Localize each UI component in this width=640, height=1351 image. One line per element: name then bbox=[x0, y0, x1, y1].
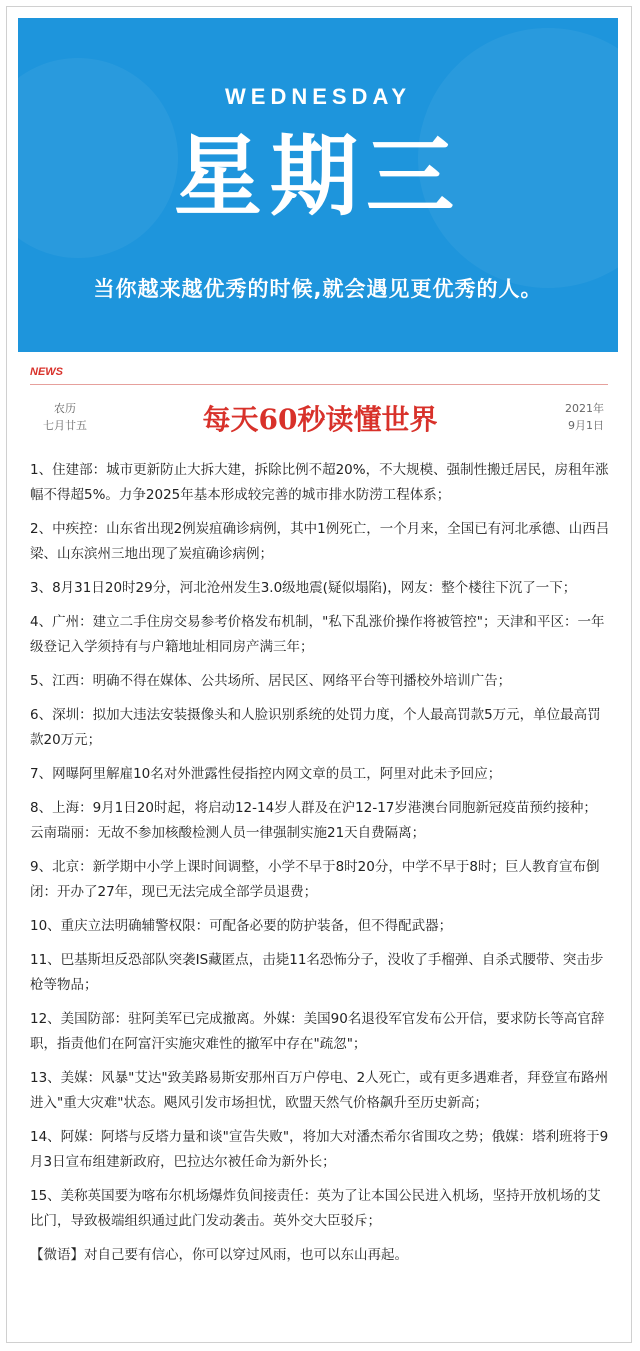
lunar-date: 七月廿五 bbox=[43, 419, 87, 432]
news-item: 6、深圳：拟加大违法安装摄像头和人脸识别系统的处罚力度，个人最高罚款5万元，单位最高罚款20万元； bbox=[30, 707, 601, 748]
weekday-banner bbox=[18, 18, 618, 352]
news-item: 5、江西：明确不得在媒体、公共场所、居民区、网络平台等刊播校外培训广告； bbox=[30, 673, 512, 689]
lunar-date-block bbox=[30, 400, 100, 434]
gregorian-date-block bbox=[565, 400, 604, 434]
news-item: 1、住建部：城市更新防止大拆大建，拆除比例不超20%，不大规模、强制性搬迁居民，房租年涨幅不得超5%。力争2025年基本形成较完善的城市排水防涝工程体系； bbox=[30, 462, 609, 503]
news-list bbox=[30, 458, 610, 1282]
news-item: 12、美国防部：驻阿美军已完成撤离。外媒：美国90名退役军官发布公开信，要求防长等高官辞职，指责他们在阿富汗实施灾难性的撤军中存在"疏忽"； bbox=[30, 1011, 605, 1052]
news-item: 15、美称英国要为喀布尔机场爆炸负间接责任：英为了让本国公民进入机场，坚持开放机场的艾比门，导致极端组织通过此门发动袭击。英外交大臣驳斥； bbox=[30, 1188, 601, 1229]
news-item: 13、美媒：风暴"艾达"致美路易斯安那州百万户停电、2人死亡，或有更多遇难者，拜登宣布路州进入"重大灾难"状态。飓风引发市场担忧，欧盟天然气价格飙升至历史新高； bbox=[30, 1070, 609, 1111]
date-year: 2021年 bbox=[565, 402, 604, 415]
news-item: 2、中疾控：山东省出现2例炭疽确诊病例，其中1例死亡，一个月来，全国已有河北承德、山西吕梁、山东滨州三地出现了炭疽确诊病例； bbox=[30, 521, 610, 562]
news-item: 8、上海：9月1日20时起，将启动12-14岁人群及在沪12-17岁港澳台同胞新冠疫苗预约接种；云南瑞丽：无故不参加核酸检测人员一律强制实施21天自费隔离； bbox=[30, 800, 597, 841]
motto-text: 当你越来越优秀的时候,就会遇见更优秀的人。 bbox=[93, 277, 543, 301]
news-divider bbox=[30, 384, 608, 385]
daily-quote: 【微语】对自己要有信心，你可以穿过风雨，也可以东山再起。 bbox=[30, 1247, 408, 1263]
news-item: 14、阿媒：阿塔与反塔力量和谈"宣告失败"，将加大对潘杰希尔省围攻之势；俄媒：塔利班将于9月3日宣布组建新政府，巴拉达尔被任命为新外长； bbox=[30, 1129, 609, 1170]
news-item: 7、网曝阿里解雇10名对外泄露性侵指控内网文章的员工，阿里对此未予回应； bbox=[30, 766, 502, 782]
news-item: 11、巴基斯坦反恐部队突袭IS藏匿点，击毙11名恐怖分子，没收了手榴弹、自杀式腰带、突击步枪等物品； bbox=[30, 952, 604, 993]
news-item: 10、重庆立法明确辅警权限：可配备必要的防护装备，但不得配武器； bbox=[30, 918, 453, 934]
news-item: 3、8月31日20时29分，河北沧州发生3.0级地震(疑似塌陷)，网友：整个楼往下沉了一下； bbox=[30, 580, 577, 596]
news-tag: NEWS bbox=[30, 366, 63, 378]
lunar-label: 农历 bbox=[54, 402, 76, 415]
news-item: 4、广州：建立二手住房交易参考价格发布机制，"私下乱涨价操作将被管控"；天津和平区：一年级登记入学须持有与户籍地址相同房产满三年； bbox=[30, 614, 605, 655]
date-month-day: 9月1日 bbox=[568, 419, 604, 432]
weekday-english: WEDNESDAY bbox=[225, 84, 411, 109]
weekday-chinese: 星期三 bbox=[173, 125, 462, 228]
page-title: 每天60秒读懂世界 bbox=[202, 403, 438, 436]
news-item: 9、北京：新学期中小学上课时间调整，小学不早于8时20分，中学不早于8时；巨人教育宣布倒闭：开办了27年，现已无法完成全部学员退费； bbox=[30, 859, 600, 900]
